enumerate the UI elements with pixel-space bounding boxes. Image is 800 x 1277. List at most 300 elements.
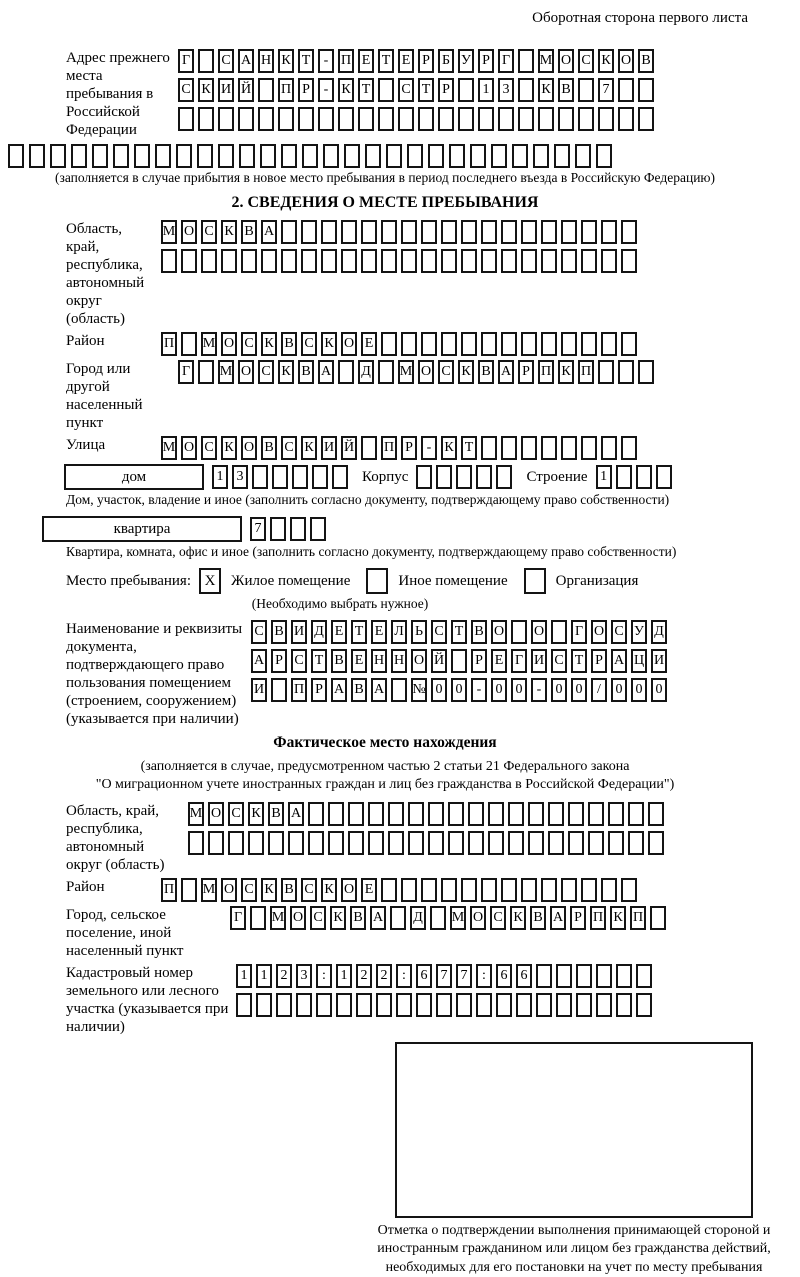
char-cell: М xyxy=(398,360,414,384)
char-cell: С xyxy=(241,878,257,902)
char-cell: С xyxy=(218,49,234,73)
char-cell xyxy=(312,465,328,489)
char-cell: Ц xyxy=(631,649,647,673)
char-cell xyxy=(616,993,632,1017)
char-cell: 3 xyxy=(296,964,312,988)
char-cell xyxy=(161,249,177,273)
char-cell xyxy=(318,107,334,131)
char-cell: М xyxy=(270,906,286,930)
char-cell xyxy=(386,144,402,168)
char-cell: С xyxy=(251,620,267,644)
factual-oblast-field xyxy=(66,802,762,874)
char-cell xyxy=(638,360,654,384)
char-cell xyxy=(449,144,465,168)
char-cell: Р xyxy=(401,436,417,460)
char-cell: 1 xyxy=(236,964,252,988)
char-cell xyxy=(575,144,591,168)
char-cell xyxy=(481,220,497,244)
char-row-kvartira xyxy=(250,517,326,541)
char-cell xyxy=(92,144,108,168)
char-cell xyxy=(441,332,457,356)
char-cell xyxy=(378,78,394,102)
char-cell xyxy=(554,144,570,168)
char-cell xyxy=(458,78,474,102)
char-cell: Е xyxy=(358,49,374,73)
char-cell xyxy=(548,802,564,826)
char-cell xyxy=(456,993,472,1017)
kadastr-field xyxy=(66,964,762,1036)
char-cell: С xyxy=(241,332,257,356)
char-cell: Е xyxy=(351,649,367,673)
char-cell xyxy=(401,878,417,902)
char-cell xyxy=(608,831,624,855)
char-cell xyxy=(281,144,297,168)
char-cell: К xyxy=(321,332,337,356)
char-cell xyxy=(488,831,504,855)
char-cell xyxy=(176,144,192,168)
char-cell: О xyxy=(341,332,357,356)
char-cell xyxy=(581,878,597,902)
mesto-prebyvaniya-row xyxy=(66,568,762,594)
char-cell xyxy=(556,964,572,988)
char-cell xyxy=(481,249,497,273)
char-cell xyxy=(561,436,577,460)
char-cell xyxy=(528,802,544,826)
char-cell xyxy=(201,249,217,273)
char-cell: К xyxy=(458,360,474,384)
char-cell xyxy=(428,802,444,826)
char-cell: 2 xyxy=(356,964,372,988)
char-cell xyxy=(621,220,637,244)
char-cell: 6 xyxy=(496,964,512,988)
char-cell xyxy=(236,993,252,1017)
dom-row xyxy=(64,464,762,490)
char-cell xyxy=(408,831,424,855)
char-cell: Д xyxy=(410,906,426,930)
char-cell: О xyxy=(221,878,237,902)
char-cell xyxy=(481,332,497,356)
char-cell xyxy=(228,831,244,855)
char-cell: - xyxy=(421,436,437,460)
char-cell xyxy=(316,993,332,1017)
char-cell: 7 xyxy=(598,78,614,102)
char-cell xyxy=(381,332,397,356)
char-cell: - xyxy=(531,678,547,702)
checkbox-inoe-pomeshchenie xyxy=(366,568,388,594)
char-cell: В xyxy=(271,620,287,644)
char-cell: В xyxy=(331,649,347,673)
char-cell xyxy=(381,249,397,273)
char-cell xyxy=(578,107,594,131)
char-cell xyxy=(321,220,337,244)
char-cell: 0 xyxy=(511,678,527,702)
char-cell: / xyxy=(591,678,607,702)
char-cell: Р xyxy=(591,649,607,673)
char-cell xyxy=(308,831,324,855)
char-cell: В xyxy=(281,878,297,902)
char-row-f-oblast-2 xyxy=(188,831,664,855)
char-cell: 3 xyxy=(498,78,514,102)
char-cell: В xyxy=(471,620,487,644)
char-cell xyxy=(321,249,337,273)
char-cell: К xyxy=(301,436,317,460)
char-cell xyxy=(268,831,284,855)
char-cell xyxy=(628,831,644,855)
char-cell: 7 xyxy=(436,964,452,988)
char-row-prev-1 xyxy=(178,49,654,73)
char-cell: О xyxy=(208,802,224,826)
char-cell: - xyxy=(318,78,334,102)
char-cell xyxy=(188,831,204,855)
char-cell: П xyxy=(630,906,646,930)
char-cell: А xyxy=(550,906,566,930)
gorod-label: Город или другой населенный пункт xyxy=(66,361,143,431)
char-cell xyxy=(598,107,614,131)
char-cell: К xyxy=(558,360,574,384)
char-cell: К xyxy=(538,78,554,102)
char-cell xyxy=(616,964,632,988)
char-cell: К xyxy=(221,220,237,244)
option-label-inoe: Иное помещение xyxy=(398,572,508,589)
char-cell: В xyxy=(281,332,297,356)
char-cell: С xyxy=(611,620,627,644)
char-cell xyxy=(448,831,464,855)
char-cell xyxy=(365,144,381,168)
char-cell xyxy=(588,802,604,826)
char-cell xyxy=(476,465,492,489)
char-cell xyxy=(561,249,577,273)
char-cell: В xyxy=(350,906,366,930)
char-cell: К xyxy=(278,49,294,73)
char-cell xyxy=(301,249,317,273)
char-cell xyxy=(71,144,87,168)
char-cell: С xyxy=(178,78,194,102)
oblast-label: Область, край, республика, автономный округ (область) xyxy=(66,221,145,327)
char-cell xyxy=(323,144,339,168)
char-cell xyxy=(521,332,537,356)
char-cell: С xyxy=(201,220,217,244)
char-cell xyxy=(376,993,392,1017)
char-cell: 1 xyxy=(478,78,494,102)
char-cell: 0 xyxy=(571,678,587,702)
char-cell xyxy=(368,802,384,826)
char-cell xyxy=(348,802,364,826)
char-cell xyxy=(608,802,624,826)
char-cell xyxy=(618,107,634,131)
char-cell: О xyxy=(411,649,427,673)
char-cell xyxy=(338,107,354,131)
char-cell: К xyxy=(441,436,457,460)
char-cell: Й xyxy=(431,649,447,673)
char-row-korpus xyxy=(416,465,512,489)
char-row-ulitsa xyxy=(161,436,637,460)
char-cell: У xyxy=(458,49,474,73)
char-cell xyxy=(498,107,514,131)
char-cell: В xyxy=(261,436,277,460)
char-cell xyxy=(618,360,634,384)
char-cell xyxy=(512,144,528,168)
char-cell: Т xyxy=(351,620,367,644)
char-cell: Е xyxy=(331,620,347,644)
char-cell xyxy=(113,144,129,168)
char-cell xyxy=(378,107,394,131)
char-cell xyxy=(518,78,534,102)
char-cell xyxy=(418,107,434,131)
char-cell xyxy=(508,831,524,855)
char-cell xyxy=(278,107,294,131)
char-cell xyxy=(518,107,534,131)
char-cell xyxy=(481,878,497,902)
char-cell: М xyxy=(201,878,217,902)
char-cell xyxy=(650,906,666,930)
char-cell: М xyxy=(218,360,234,384)
char-cell xyxy=(556,993,572,1017)
char-cell xyxy=(134,144,150,168)
char-cell xyxy=(341,249,357,273)
char-cell xyxy=(561,878,577,902)
char-cell: : xyxy=(316,964,332,988)
char-cell: О xyxy=(491,620,507,644)
char-cell: О xyxy=(290,906,306,930)
char-cell: Р xyxy=(478,49,494,73)
checkbox-zhiloe-pomeshchenie: X xyxy=(199,568,221,594)
char-cell xyxy=(401,220,417,244)
char-cell: Т xyxy=(571,649,587,673)
char-cell xyxy=(301,220,317,244)
document-label: Наименование и реквизиты документа, подтверждающего право пользования помещением (строением, сооружением) (указывается при наличии) xyxy=(66,621,243,727)
char-cell: 6 xyxy=(416,964,432,988)
char-cell xyxy=(178,107,194,131)
char-cell: О xyxy=(558,49,574,73)
char-cell xyxy=(451,649,467,673)
char-cell xyxy=(290,517,306,541)
char-cell: С xyxy=(301,332,317,356)
char-cell xyxy=(281,220,297,244)
factual-raion-label: Район xyxy=(66,878,105,895)
char-cell: А xyxy=(288,802,304,826)
char-cell xyxy=(358,107,374,131)
char-cell: Б xyxy=(438,49,454,73)
char-cell xyxy=(561,220,577,244)
char-cell: О xyxy=(618,49,634,73)
char-cell xyxy=(298,107,314,131)
char-cell: С xyxy=(291,649,307,673)
char-cell: М xyxy=(538,49,554,73)
char-cell: Г xyxy=(178,360,194,384)
factual-gorod-field xyxy=(66,906,762,960)
char-cell: И xyxy=(251,678,267,702)
char-cell xyxy=(568,831,584,855)
factual-caption-1: (заполняется в случае, предусмотренном частью 2 статьи 21 Федерального закона xyxy=(140,759,630,774)
char-cell: А xyxy=(611,649,627,673)
char-cell: К xyxy=(261,878,277,902)
stamp-caption: Отметка о подтверждении выполнения принимающей стороной и иностранным гражданином или лицом без гражданства действий, необходимых для его постановки на учет по месту пребывания xyxy=(377,1222,771,1275)
char-cell xyxy=(461,332,477,356)
char-cell: К xyxy=(221,436,237,460)
char-cell xyxy=(272,465,288,489)
char-cell xyxy=(516,993,532,1017)
char-cell: О xyxy=(181,436,197,460)
char-cell: Т xyxy=(311,649,327,673)
char-cell: - xyxy=(471,678,487,702)
factual-caption-2: "О миграционном учете иностранных граждан и лиц без гражданства в Российской Федерации") xyxy=(95,776,675,792)
char-cell xyxy=(428,831,444,855)
char-cell xyxy=(601,332,617,356)
char-cell: Е xyxy=(361,332,377,356)
char-cell xyxy=(441,249,457,273)
char-cell: Т xyxy=(378,49,394,73)
char-cell: Р xyxy=(570,906,586,930)
char-cell xyxy=(621,332,637,356)
char-cell: О xyxy=(221,332,237,356)
char-cell: В xyxy=(298,360,314,384)
char-cell xyxy=(238,107,254,131)
char-cell xyxy=(308,802,324,826)
char-cell: О xyxy=(238,360,254,384)
char-cell xyxy=(551,620,567,644)
kvartira-caption: Квартира, комната, офис и иное (заполнить согласно документу, подтверждающему право собственности) xyxy=(66,544,677,559)
char-cell xyxy=(461,878,477,902)
prev-address-row4 xyxy=(8,144,762,168)
checkbox-organizatsiya xyxy=(524,568,546,594)
char-cell xyxy=(618,78,634,102)
char-cell: К xyxy=(510,906,526,930)
char-cell: Е xyxy=(398,49,414,73)
char-row-raion xyxy=(161,332,637,356)
char-cell xyxy=(636,465,652,489)
char-cell xyxy=(548,831,564,855)
char-cell: С xyxy=(301,878,317,902)
char-cell: К xyxy=(598,49,614,73)
prev-address-field xyxy=(66,49,762,139)
char-cell: В xyxy=(530,906,546,930)
char-cell xyxy=(533,144,549,168)
char-cell xyxy=(456,465,472,489)
char-cell: 3 xyxy=(232,465,248,489)
char-cell xyxy=(541,249,557,273)
char-cell xyxy=(260,144,276,168)
char-cell: Й xyxy=(238,78,254,102)
char-cell xyxy=(576,993,592,1017)
char-cell: К xyxy=(610,906,626,930)
kvartira-label-box: квартира xyxy=(42,516,242,542)
option-label-zhiloe: Жилое помещение xyxy=(231,572,351,589)
char-cell xyxy=(438,107,454,131)
char-cell xyxy=(218,107,234,131)
char-cell xyxy=(496,465,512,489)
char-cell xyxy=(198,49,214,73)
char-cell: Г xyxy=(498,49,514,73)
factual-title: Фактическое место нахождения xyxy=(273,734,497,751)
char-cell xyxy=(181,332,197,356)
char-cell: 2 xyxy=(276,964,292,988)
char-cell xyxy=(491,144,507,168)
char-cell xyxy=(296,993,312,1017)
char-cell xyxy=(356,993,372,1017)
char-cell: С xyxy=(228,802,244,826)
char-cell xyxy=(508,802,524,826)
char-cell xyxy=(198,360,214,384)
char-cell: П xyxy=(538,360,554,384)
kadastr-label: Кадастровый номер земельного или лесного участка (указывается при наличии) xyxy=(66,964,229,1035)
char-cell xyxy=(336,993,352,1017)
oblast-field xyxy=(66,220,762,328)
factual-oblast-label: Область, край, республика, автономный округ (область) xyxy=(66,802,165,873)
char-cell xyxy=(391,678,407,702)
char-cell xyxy=(441,220,457,244)
char-cell xyxy=(441,878,457,902)
char-cell xyxy=(511,620,527,644)
ulitsa-label: Улица xyxy=(66,437,106,453)
char-cell xyxy=(448,802,464,826)
char-cell: У xyxy=(631,620,647,644)
char-cell xyxy=(596,144,612,168)
char-cell xyxy=(461,249,477,273)
char-cell xyxy=(636,964,652,988)
char-cell: М xyxy=(450,906,466,930)
char-cell xyxy=(421,878,437,902)
char-cell xyxy=(276,993,292,1017)
char-cell: А xyxy=(261,220,277,244)
char-cell xyxy=(198,107,214,131)
char-cell xyxy=(496,993,512,1017)
stamp-area xyxy=(395,1042,753,1218)
prev-address-label: Адрес прежнего места пребывания в Российской Федерации xyxy=(66,50,170,138)
char-row-kadastr-2 xyxy=(236,993,652,1017)
factual-captions xyxy=(8,758,762,794)
char-cell: С xyxy=(438,360,454,384)
char-cell xyxy=(332,465,348,489)
char-cell xyxy=(421,220,437,244)
char-cell xyxy=(521,436,537,460)
char-cell: О xyxy=(241,436,257,460)
char-cell xyxy=(501,332,517,356)
char-cell xyxy=(601,220,617,244)
char-cell xyxy=(501,249,517,273)
char-cell: Р xyxy=(471,649,487,673)
char-cell xyxy=(368,831,384,855)
char-cell: П xyxy=(381,436,397,460)
char-cell xyxy=(302,144,318,168)
char-cell xyxy=(388,831,404,855)
char-cell: 1 xyxy=(596,465,612,489)
char-cell: П xyxy=(161,332,177,356)
char-cell xyxy=(401,332,417,356)
char-cell xyxy=(281,249,297,273)
char-cell: П xyxy=(278,78,294,102)
char-cell: Т xyxy=(461,436,477,460)
char-cell xyxy=(241,249,257,273)
option-label-organizatsiya: Организация xyxy=(555,572,639,589)
char-cell xyxy=(390,906,406,930)
char-cell: С xyxy=(551,649,567,673)
char-cell: И xyxy=(218,78,234,102)
char-cell xyxy=(421,249,437,273)
char-row-gorod xyxy=(178,360,654,384)
char-cell: М xyxy=(161,220,177,244)
char-cell xyxy=(521,249,537,273)
char-row-prev-3 xyxy=(178,107,654,131)
char-cell xyxy=(50,144,66,168)
char-cell xyxy=(638,78,654,102)
char-row-oblast-2 xyxy=(161,249,637,273)
char-cell xyxy=(518,49,534,73)
char-cell: Н xyxy=(391,649,407,673)
char-cell: № xyxy=(411,678,427,702)
char-cell: 0 xyxy=(651,678,667,702)
char-cell xyxy=(578,78,594,102)
char-cell: П xyxy=(338,49,354,73)
